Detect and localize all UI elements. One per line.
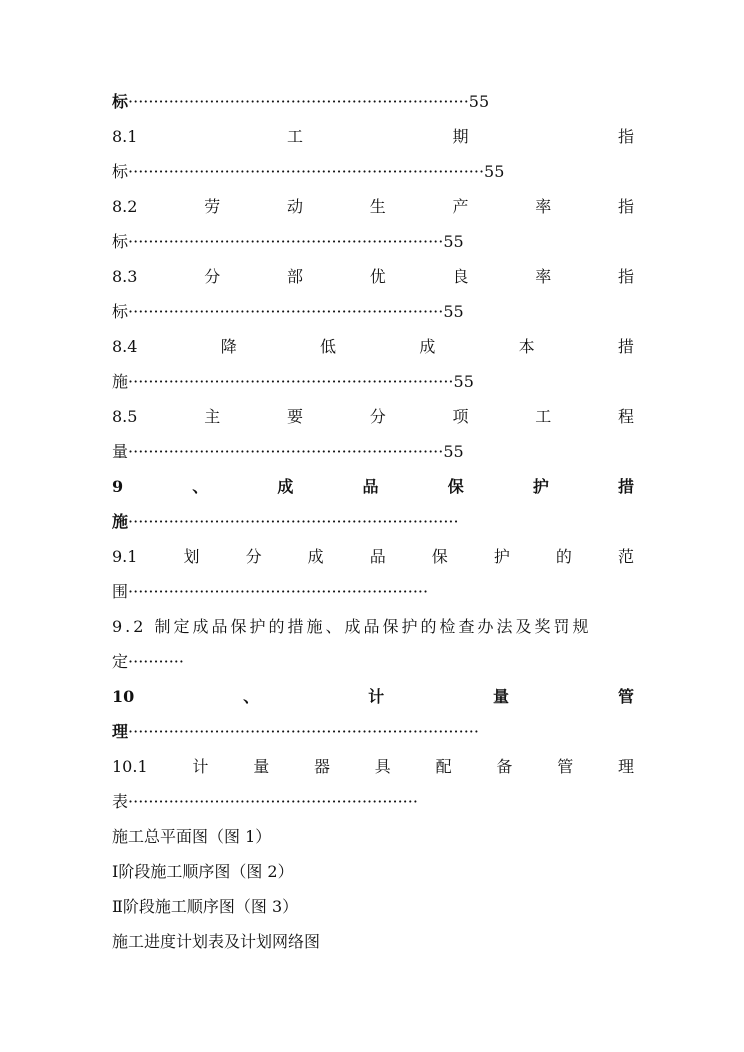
toc-tail-char: 围 xyxy=(112,582,129,601)
toc-number: 8.4 xyxy=(112,337,138,356)
figure-title: Ⅰ阶段施工顺序图（图 2） xyxy=(112,862,294,881)
toc-word: 具 xyxy=(374,757,391,776)
toc-leader-dots: ······························································ xyxy=(128,442,444,461)
toc-word: 计 xyxy=(192,757,209,776)
toc-word: 措 xyxy=(617,337,634,356)
toc-word: 指 xyxy=(617,127,634,146)
toc-word: 、 xyxy=(243,687,260,706)
toc-word: 期 xyxy=(452,127,469,146)
toc-word: 器 xyxy=(314,757,331,776)
toc-page-number: 55 xyxy=(443,442,464,461)
toc-word: 工 xyxy=(286,127,303,146)
toc-word: 产 xyxy=(452,197,469,216)
toc-word: 指 xyxy=(617,197,634,216)
toc-word: 主 xyxy=(204,407,221,426)
toc-continuation-line xyxy=(112,650,634,674)
toc-word: 分 xyxy=(204,267,221,286)
toc-word: 范 xyxy=(617,547,634,566)
toc-word: 护 xyxy=(493,547,510,566)
toc-word: 优 xyxy=(369,267,386,286)
toc-page-number: 55 xyxy=(453,372,474,391)
toc-tail-char: 定 xyxy=(112,652,129,671)
toc-page-number: 55 xyxy=(484,162,505,181)
toc-word: 措 xyxy=(617,477,634,496)
toc-continuation-line xyxy=(112,370,634,394)
toc-entry-9-1 xyxy=(112,545,634,569)
toc-tail-char: 标 xyxy=(112,302,129,321)
toc-continuation-line xyxy=(112,580,634,604)
toc-word: 指 xyxy=(617,267,634,286)
toc-leader-dots: ································································· xyxy=(128,512,459,531)
toc-leader-dots: ··································································· xyxy=(128,92,469,111)
toc-number: 10 xyxy=(112,687,135,706)
toc-number: 10.1 xyxy=(112,757,148,776)
toc-word: 品 xyxy=(362,477,379,496)
toc-word: 工 xyxy=(535,407,552,426)
toc-tail-char: 施 xyxy=(112,372,129,391)
toc-word: 护 xyxy=(532,477,549,496)
figure-title: 施工总平面图（图 1） xyxy=(112,827,272,846)
toc-number: 8.2 xyxy=(112,197,138,216)
toc-entry-8-2 xyxy=(112,195,634,219)
toc-word: 生 xyxy=(369,197,386,216)
toc-continuation-line xyxy=(112,440,634,464)
toc-word: 率 xyxy=(535,197,552,216)
toc-tail-char: 施 xyxy=(112,512,129,531)
toc-tail-char: 理 xyxy=(112,722,129,741)
toc-tail-char: 标 xyxy=(112,92,129,111)
toc-word: 成 xyxy=(277,477,294,496)
toc-entry-9 xyxy=(112,475,634,499)
toc-continuation-line xyxy=(112,300,634,324)
toc-word: 划 xyxy=(183,547,200,566)
figure-list-item xyxy=(112,930,634,954)
toc-word: 保 xyxy=(447,477,464,496)
toc-tail-char: 标 xyxy=(112,162,129,181)
figure-title: 施工进度计划表及计划网络图 xyxy=(112,932,321,951)
toc-word: 劳 xyxy=(204,197,221,216)
toc-word: 程 xyxy=(617,407,634,426)
toc-page-number: 55 xyxy=(443,232,464,251)
figure-list-item xyxy=(112,895,634,919)
toc-page-number: 55 xyxy=(468,92,490,111)
toc-continuation-line xyxy=(112,510,634,534)
toc-word: 本 xyxy=(518,337,535,356)
toc-word: 成 xyxy=(419,337,436,356)
toc-word: 计 xyxy=(368,687,385,706)
toc-number: 9.1 xyxy=(112,547,138,566)
toc-entry-8-1 xyxy=(112,125,634,149)
toc-word: 要 xyxy=(286,407,303,426)
toc-continuation-line xyxy=(112,230,634,254)
toc-word: 管 xyxy=(617,687,634,706)
toc-word: 理 xyxy=(617,757,634,776)
toc-continuation-line xyxy=(112,790,634,814)
toc-entry-8-4 xyxy=(112,335,634,359)
toc-entry-10 xyxy=(112,685,634,709)
toc-word: 的 xyxy=(555,547,572,566)
toc-leader-dots: ··························································· xyxy=(128,582,429,601)
toc-tail-char: 表 xyxy=(112,792,129,811)
toc-word: 、 xyxy=(192,477,209,496)
figure-list-item xyxy=(112,825,634,849)
toc-word: 保 xyxy=(431,547,448,566)
toc-word: 分 xyxy=(245,547,262,566)
figure-title: Ⅱ阶段施工顺序图（图 3） xyxy=(112,897,299,916)
toc-tail-char: 量 xyxy=(112,442,129,461)
toc-tail-char: 标 xyxy=(112,232,129,251)
toc-entry-8-3 xyxy=(112,265,634,289)
toc-number: 8.3 xyxy=(112,267,138,286)
toc-number: 8.5 xyxy=(112,407,138,426)
toc-entry-8-5 xyxy=(112,405,634,429)
figure-list-item xyxy=(112,860,634,884)
toc-word: 良 xyxy=(452,267,469,286)
toc-word: 备 xyxy=(496,757,513,776)
toc-word: 降 xyxy=(220,337,237,356)
toc-continuation-line xyxy=(112,90,634,114)
toc-word: 配 xyxy=(435,757,452,776)
toc-continuation-line xyxy=(112,720,634,744)
toc-word: 分 xyxy=(369,407,386,426)
toc-number: 8.1 xyxy=(112,127,138,146)
toc-leader-dots: ······························································ xyxy=(128,302,444,321)
toc-word: 部 xyxy=(286,267,303,286)
toc-number: 9 xyxy=(112,477,124,496)
toc-leader-dots: ····································································· xyxy=(128,722,479,741)
toc-entry-text: 9.2 制定成品保护的措施、成品保护的检查办法及奖罚规 xyxy=(112,617,592,636)
toc-continuation-line xyxy=(112,160,634,184)
toc-leader-dots: ······························································ xyxy=(128,232,444,251)
toc-word: 品 xyxy=(369,547,386,566)
toc-word: 成 xyxy=(307,547,324,566)
toc-entry-9-2 xyxy=(112,615,634,639)
toc-word: 动 xyxy=(286,197,303,216)
toc-word: 量 xyxy=(253,757,270,776)
toc-page-number: 55 xyxy=(443,302,464,321)
toc-word: 量 xyxy=(493,687,510,706)
toc-leader-dots: ··········· xyxy=(128,652,184,671)
toc-entry-10-1 xyxy=(112,755,634,779)
toc-word: 项 xyxy=(452,407,469,426)
toc-word: 低 xyxy=(320,337,337,356)
toc-leader-dots: ························································· xyxy=(128,792,418,811)
toc-leader-dots: ······································································ xyxy=(128,162,485,181)
toc-word: 管 xyxy=(557,757,574,776)
toc-leader-dots: ································································ xyxy=(128,372,454,391)
toc-word: 率 xyxy=(535,267,552,286)
